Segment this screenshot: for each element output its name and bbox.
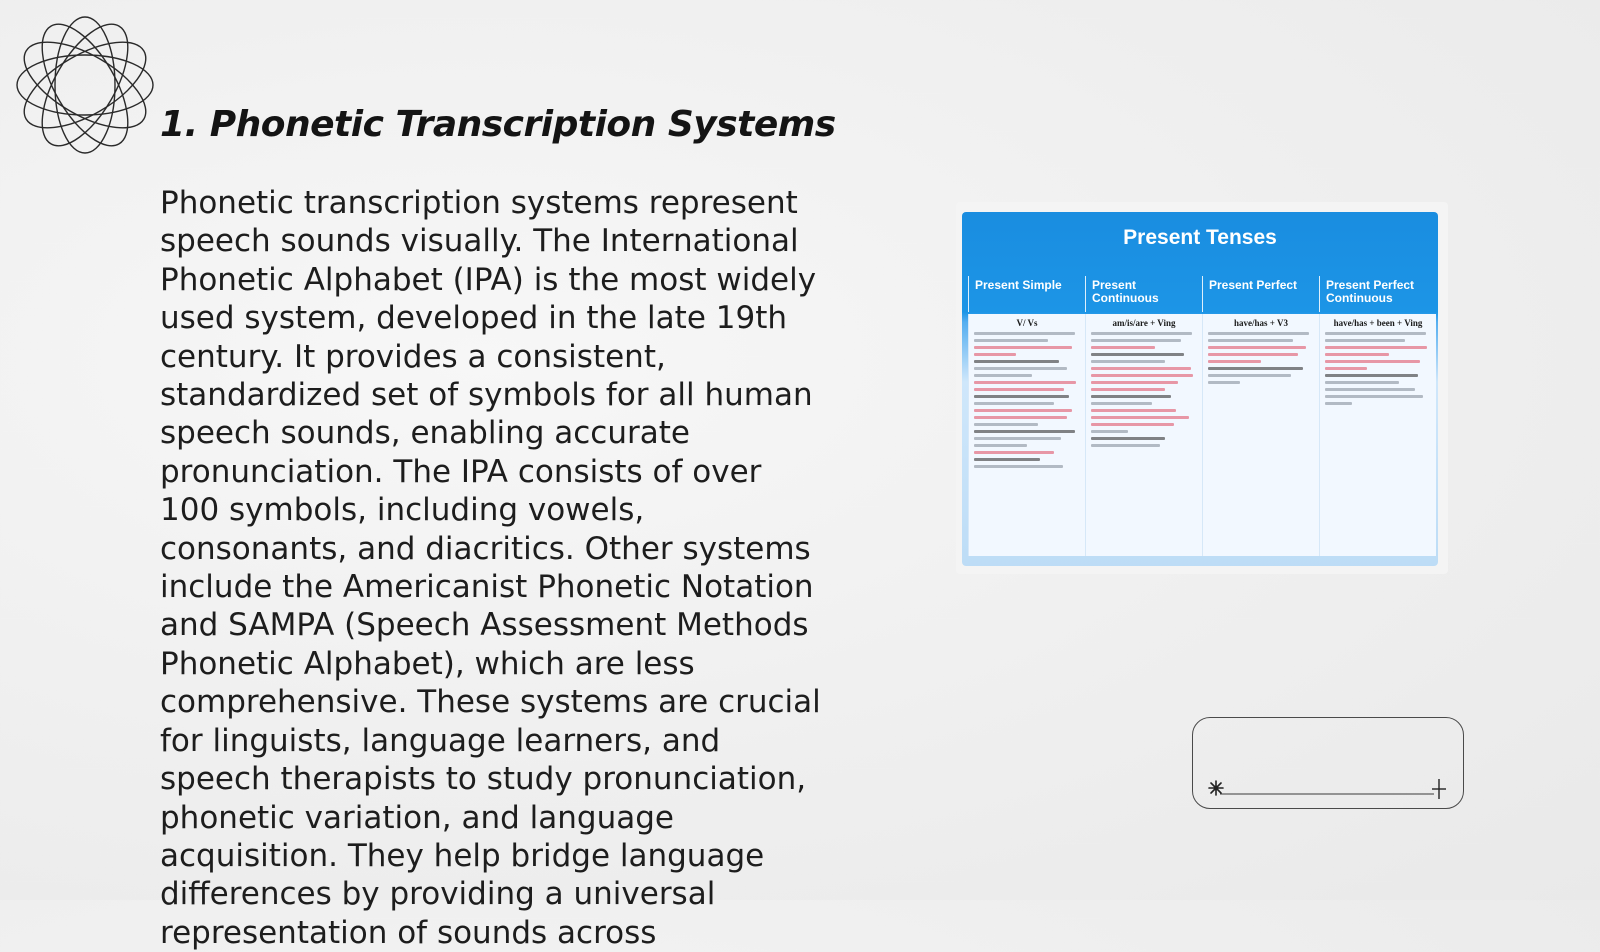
tenses-col-header: Present Simple	[968, 276, 1085, 312]
decorative-line	[1214, 788, 1440, 800]
tenses-col-header: Present Perfect	[1202, 276, 1319, 312]
tense-formula: have/has + been + Ving	[1333, 318, 1423, 328]
tenses-col-body	[1085, 314, 1202, 556]
tenses-col-header: Present Continuous	[1085, 276, 1202, 312]
tenses-body	[968, 314, 1436, 556]
tense-formula: V/ Vs	[1016, 318, 1038, 328]
slide-body-text: Phonetic transcription systems represent speech sounds visually. The International Phonetic Alphabet (IPA) is the most widely used system, developed in the late 19th century. It provides a consistent, standardized set of symbols for all human speech sounds, enabling accurate pronunciation. The IPA consists of over 100 symbols, including vowels, consonants, and diacritics. Other systems include the Americanist Phonetic Notation and SAMPA (Speech Assessment Methods Phonetic Alphabet), which are less comprehensive. These systems are crucial for linguists, language learners, and speech therapists to study pronunciation, phonetic variation, and language acquisition. They help bridge language differences by providing a universal representation of sounds across	[160, 185, 821, 951]
tense-formula: am/is/are + Ving	[1112, 318, 1176, 328]
sparkle-icon	[1208, 780, 1224, 796]
tenses-col-body	[1319, 314, 1436, 556]
tenses-header-row	[968, 276, 1436, 312]
present-tenses-image	[962, 212, 1438, 566]
tense-formula: have/has + V3	[1234, 318, 1288, 328]
orbit-rings-icon	[10, 10, 160, 160]
tenses-title: Present Tenses	[1123, 226, 1277, 249]
plus-icon	[1430, 778, 1448, 800]
tenses-col-body	[1202, 314, 1319, 556]
tenses-col-header: Present Perfect Continuous	[1319, 276, 1436, 312]
tenses-col-body	[968, 314, 1085, 556]
slide-title: 1. Phonetic Transcription Systems	[160, 104, 836, 145]
